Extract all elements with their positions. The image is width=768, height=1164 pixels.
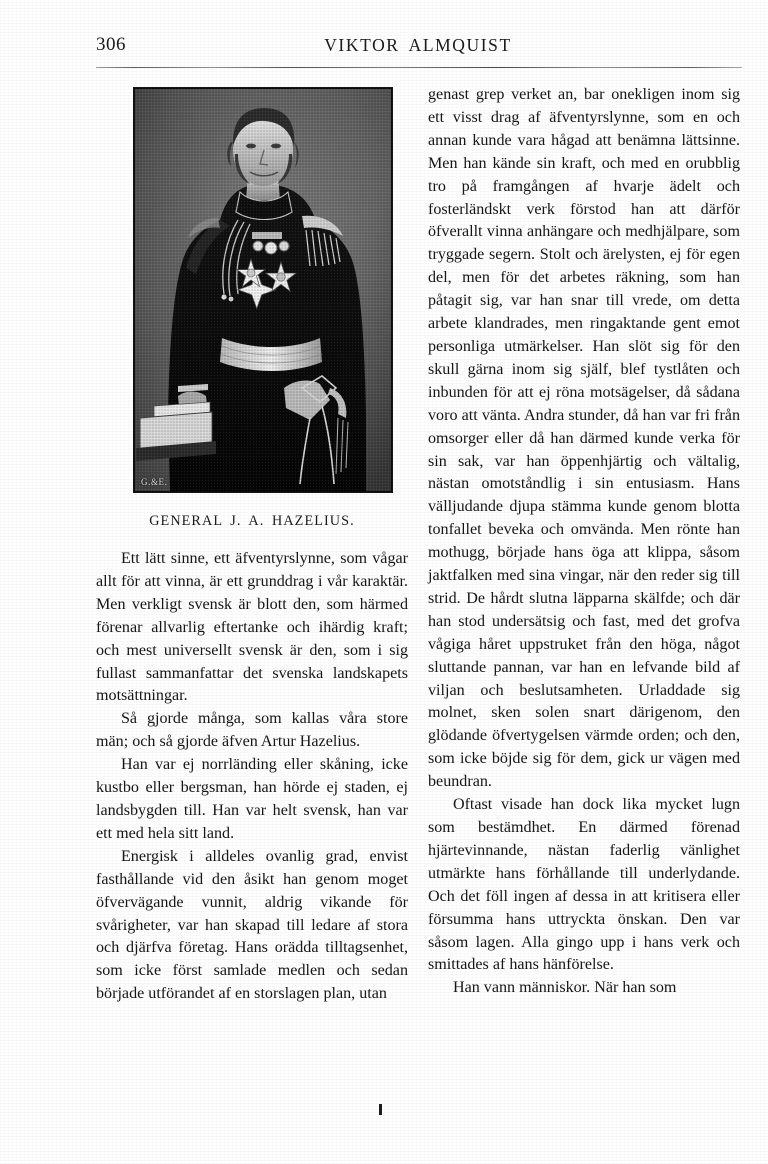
portrait-artwork <box>134 88 392 492</box>
signature-mark <box>379 1104 382 1115</box>
paragraph: Energisk i alldeles ovanlig grad, envist fasthållande vid den åsikt han genom moget öfvervägande vunnit, aldrig vikande för svårigheter, var han skapad till ledare af stora och djärfva företag. Hans orädda tilltagsenhet, som icke först samlade medlen och sedan började utförandet af en storslagen plan, utan <box>96 847 408 1003</box>
paragraph: Han var ej norrländing eller skåning, icke kustbo eller bergsman, han hörde ej staden, ej landsbygden till. Han var helt svensk, han var ett med hela sitt land. <box>96 756 408 842</box>
paragraph: Han vann människor. När han som <box>452 979 677 997</box>
running-head <box>96 34 740 64</box>
illustration-caption: GENERAL J. A. HAZELIUS. <box>149 513 355 529</box>
running-head-title: VIKTOR ALMQUIST <box>324 35 512 55</box>
engraver-signature: G.&E. <box>141 477 168 487</box>
paragraph: Så gjorde många, som kallas våra store män; och så gjorde äfven Artur Hazelius. <box>96 710 408 751</box>
paragraph-continued: genast grep verket an, bar onekligen inom sig ett visst drag af äfventyrslynne, som en och annan kunde vara hågad att benämna lättsinne. Men han kände sin kraft, och med en orubblig tro på framgången af hvarje ädelt och fosterländskt verk förstod han att därför öfverallt vinna anhängare och medhjälpare, som tryggade segern. Stolt och ärelysten, ej för egen del, men för det arbetes räkning, som han påtagit sig, var han snar till vrede, om detta arbete klandrades, men ringaktande gent emot personliga utmärkelser. Han slöt sig för den skull gärna inom sig själf, blef tystlåten och inbunden för att ej röna motsägelser, då sådana voro att vänta. Andra stunder, då han var fri från omsorger eller då han därmed kunde verka för sin sak, var han öppenhjärtig och vältalig, nästan omotståndlig i sin entusiasm. Hans välljudande djupa stämma kunde genom blotta tonfallet beveka och omvända. Men rönte han mothugg, började hans öga att klippa, såsom jaktfalken med sina vingar, när den reder sig till strid. De hårdt slutna läpparna skälfde; och där han stod undersätsig och fast, med det grofva vågiga håret uppstruket från den höga, något sluttande pannan, var han en lefvande bild af viljan och beslutsamheten. Urladdade sig molnet, sken solen snart därigenom, den glödande öfvertygelsen värmde orden; och den, som icke böjde sig för dem, gick ur vägen med beundran. <box>428 86 740 791</box>
page-number: 306 <box>96 34 126 55</box>
portrait-illustration <box>133 87 393 493</box>
left-text-column <box>96 548 408 1006</box>
header-rule <box>96 67 742 68</box>
paragraph: Ett lätt sinne, ett äfventyrslynne, som vågar allt för att vinna, är ett grunddrag i vår karaktär. Men verkligt svensk är blott den, som härmed förenar allvarlig eftertanke och ihärdig kraft; och mest universellt svensk är den, som i sig fullast sammanfattar det svenska landskapets motsättningar. <box>96 550 408 705</box>
paragraph: Oftast visade han dock lika mycket lugn som bestämdhet. En därmed förenad hjärtevinnande, nästan faderlig vänlighet utmärkte hans förhållande till underlydande. Och det föll ingen af dessa in att kritisera eller försumma hans uttryckta önskan. Den var såsom lagen. Alla gingo upp i hans verk och smittades af hans hänförelse. <box>428 796 740 974</box>
right-text-column <box>428 84 740 1000</box>
